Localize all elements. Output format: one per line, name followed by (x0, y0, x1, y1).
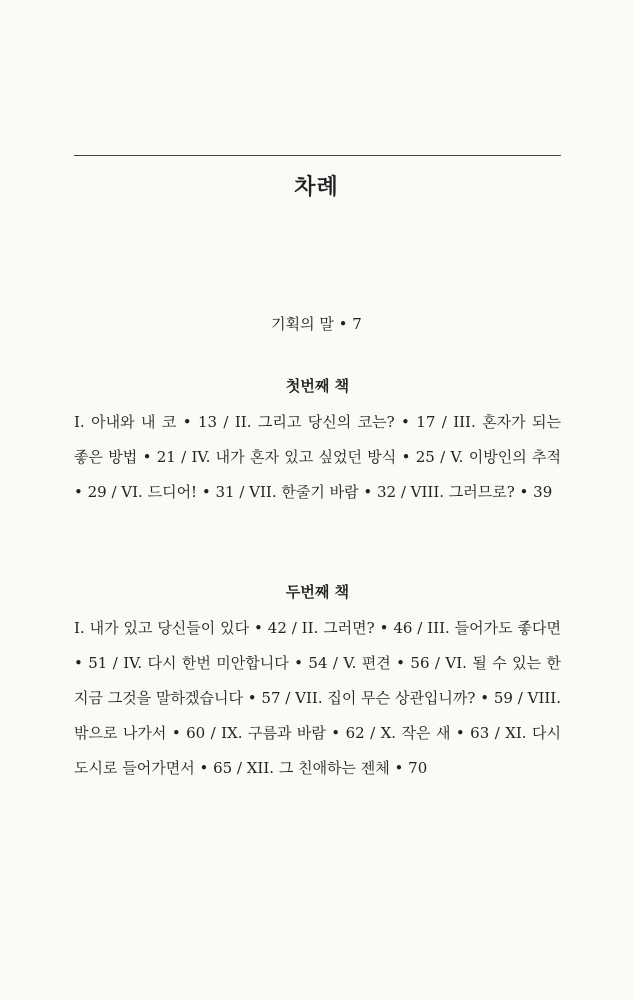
second-book-entries: I. 내가 있고 당신들이 있다 • 42 / II. 그러면? • 46 / III. 들어가도 좋다면 • 51 / IV. 다시 한번 미안합니다 • 54 / V. 편견 • 56 / VI. 될 수 있는 한 지금 그것을 말하겠습니다 • 57 / VII. 집이 무슨 상관입니까? • 59 / VIII. 밖으로 나가서 • 60 / IX. 구름과 바람 • 62 / X. 작은 새 • 63 / XI. 다시 도시로 들어가면서 • 65 / XII. 그 친애하는 젠체 • 70 (74, 619, 561, 777)
top-rule (74, 155, 561, 156)
second-book-section (74, 581, 561, 786)
page-title: 차례 (294, 175, 339, 200)
foreword-entry: 기획의 말 • 7 (271, 315, 362, 333)
first-book-entries: I. 아내와 내 코 • 13 / II. 그리고 당신의 코는? • 17 / III. 혼자가 되는 좋은 방법 • 21 / IV. 내가 혼자 있고 싶었던 방식 • 25 / V. 이방인의 추적 • 29 / VI. 드디어! • 31 / VII. 한줄기 바람 • 32 / VIII. 그러므로? • 39 (74, 413, 561, 501)
first-book-heading: 첫번째 책 (285, 377, 350, 395)
second-book-heading: 두번째 책 (285, 583, 350, 601)
first-book-section (74, 375, 561, 510)
